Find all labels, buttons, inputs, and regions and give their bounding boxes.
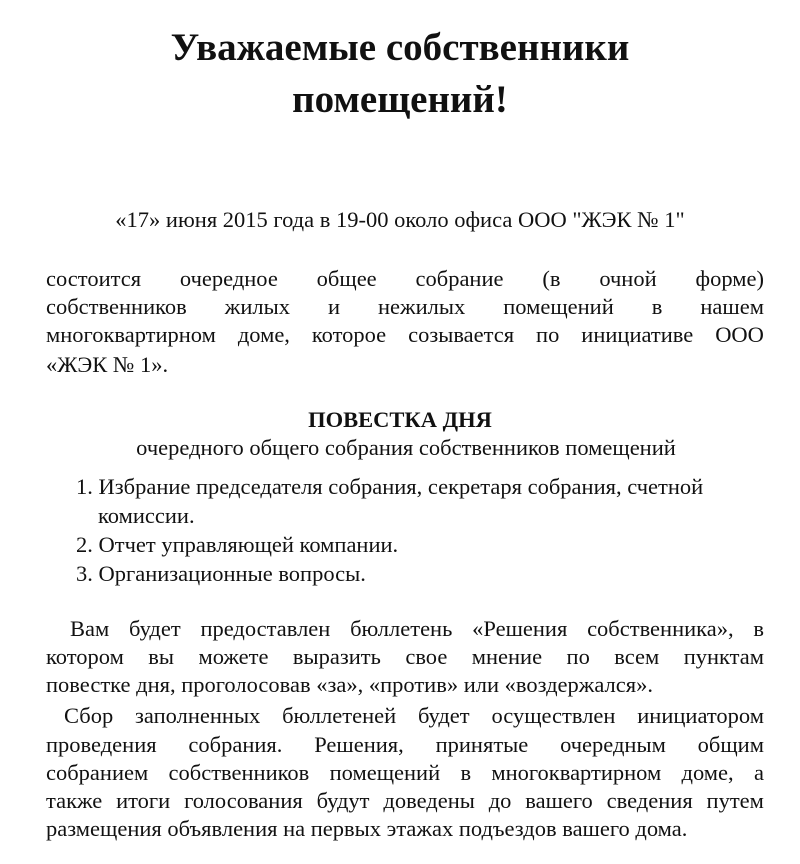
agenda-subheading: очередного общего собрания собственников помещений bbox=[136, 435, 676, 460]
word: проведения bbox=[46, 732, 157, 757]
word: всем bbox=[614, 644, 660, 669]
word: очередным bbox=[560, 732, 666, 757]
ballot-paragraph-line-1 bbox=[70, 615, 764, 643]
word: будет bbox=[417, 703, 470, 728]
word: доме, bbox=[681, 760, 734, 785]
word: будут bbox=[316, 788, 370, 813]
word: Вам bbox=[70, 616, 110, 641]
intro-line-2 bbox=[46, 293, 764, 321]
word: путем bbox=[706, 788, 764, 813]
word: жилых bbox=[224, 294, 290, 319]
word: по bbox=[566, 644, 590, 669]
agenda-heading: ПОВЕСТКА ДНЯ bbox=[308, 407, 492, 432]
word: «Решения bbox=[472, 616, 568, 641]
intro-line-1 bbox=[46, 265, 764, 293]
ballot-paragraph-line-3: повестке дня, проголосовав «за», «против» или «воздержался». bbox=[46, 672, 653, 697]
word: котором bbox=[46, 644, 124, 669]
collection-paragraph-line-2 bbox=[46, 731, 764, 759]
agenda-item-2: 2. Отчет управляющей компании. bbox=[76, 532, 399, 557]
word: можете bbox=[198, 644, 269, 669]
word: собственников bbox=[168, 760, 310, 785]
word: выразить bbox=[292, 644, 381, 669]
word: собрание bbox=[415, 266, 504, 291]
agenda-item-3: 3. Организационные вопросы. bbox=[76, 561, 366, 586]
word: собственников bbox=[46, 294, 187, 319]
word: свое bbox=[405, 644, 448, 669]
word: а bbox=[753, 760, 764, 785]
word: собранием bbox=[46, 760, 149, 785]
word: нашем bbox=[700, 294, 764, 319]
word: пунктам bbox=[683, 644, 764, 669]
word: бюллетень bbox=[350, 616, 453, 641]
word: общее bbox=[316, 266, 377, 291]
collection-paragraph-line-5: размещения объявления на первых этажах подъездов вашего дома. bbox=[46, 816, 688, 841]
word: собственника», bbox=[587, 616, 734, 641]
word: и bbox=[327, 294, 341, 319]
word: состоится bbox=[46, 266, 142, 291]
word: очередное bbox=[179, 266, 278, 291]
word: многоквартирном bbox=[491, 760, 662, 785]
word: сведения bbox=[606, 788, 693, 813]
collection-paragraph-line-3 bbox=[46, 759, 764, 787]
notice-title-line-1: Уважаемые собственники bbox=[170, 26, 630, 69]
word: предоставлен bbox=[200, 616, 331, 641]
intro-line-3 bbox=[46, 321, 764, 349]
word: помещений bbox=[503, 294, 614, 319]
agenda-item-1: 1. Избрание председателя собрания, секретаря собрания, счетной bbox=[76, 474, 704, 499]
word: Решения, bbox=[314, 732, 404, 757]
word: вашего bbox=[525, 788, 593, 813]
collection-paragraph-line-4 bbox=[46, 787, 764, 815]
word: инициативе bbox=[581, 322, 694, 347]
word: созывается bbox=[408, 322, 515, 347]
word: нежилых bbox=[378, 294, 466, 319]
word: Сбор bbox=[64, 703, 114, 728]
notice-title-line-2: помещений! bbox=[292, 78, 508, 121]
intro-line-4: «ЖЭК № 1». bbox=[46, 352, 169, 377]
ballot-paragraph-line-2 bbox=[46, 643, 764, 671]
word: вы bbox=[148, 644, 175, 669]
word: помещений bbox=[329, 760, 441, 785]
word: общим bbox=[697, 732, 764, 757]
word: заполненных bbox=[135, 703, 261, 728]
agenda-item-1-continued: комиссии. bbox=[98, 503, 195, 528]
word: по bbox=[536, 322, 560, 347]
word: доведены bbox=[383, 788, 475, 813]
word: собрания. bbox=[188, 732, 283, 757]
word: инициатором bbox=[637, 703, 764, 728]
word: мнение bbox=[471, 644, 543, 669]
word: (в bbox=[542, 266, 561, 291]
word: будет bbox=[128, 616, 181, 641]
word: в bbox=[651, 294, 663, 319]
word: до bbox=[488, 788, 512, 813]
word: форме) bbox=[695, 266, 764, 291]
word: многоквартирном bbox=[46, 322, 216, 347]
word: также bbox=[46, 788, 103, 813]
word: осуществлен bbox=[491, 703, 616, 728]
word: бюллетеней bbox=[282, 703, 397, 728]
word: в bbox=[460, 760, 472, 785]
meeting-date-line: «17» июня 2015 года в 19-00 около офиса ООО "ЖЭК № 1" bbox=[115, 207, 685, 232]
word: ООО bbox=[715, 322, 764, 347]
word: в bbox=[753, 616, 764, 641]
word: итоги bbox=[116, 788, 171, 813]
word: доме, bbox=[237, 322, 290, 347]
word: принятые bbox=[435, 732, 529, 757]
word: которое bbox=[311, 322, 387, 347]
collection-paragraph-line-1 bbox=[64, 702, 764, 730]
word: голосования bbox=[184, 788, 303, 813]
word: очной bbox=[599, 266, 657, 291]
